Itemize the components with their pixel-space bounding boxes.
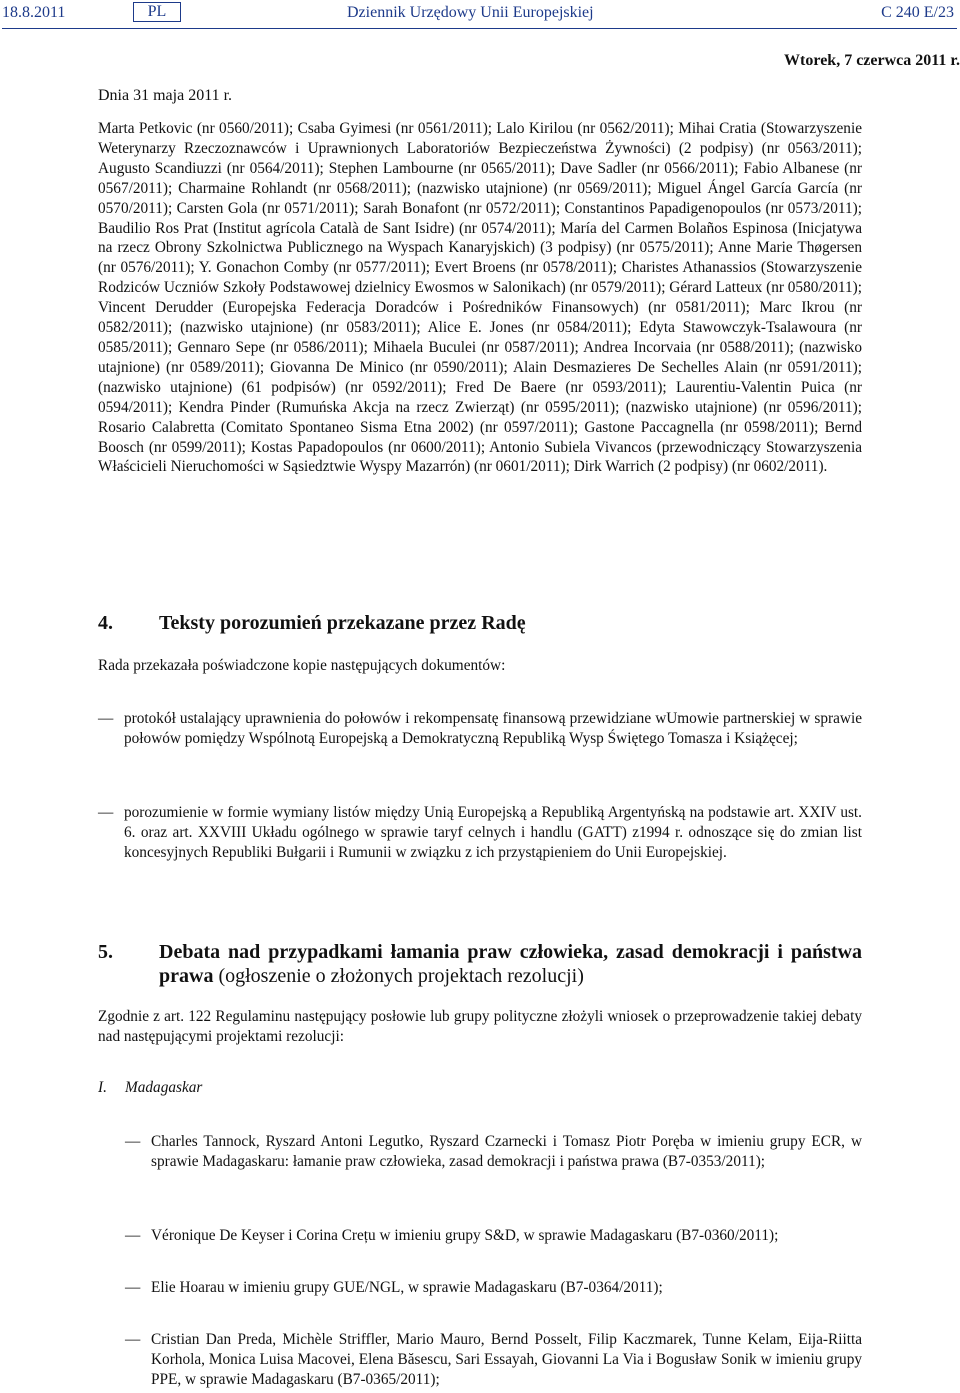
section-number: 5. bbox=[98, 941, 113, 963]
subsection-title: Madagaskar bbox=[125, 1079, 203, 1096]
list-item-text: protokół ustalający uprawnienia do połowów i rekompensatę finansową przewidziane wUmowie partnerskiej w sprawie połowów pomiędzy Wspólnotą Europejską a Demokratyczną Republiką Wysp Świętego Tomasza i Książęcej; bbox=[124, 710, 862, 747]
list-item bbox=[98, 803, 862, 863]
section-5-intro: Zgodnie z art. 122 Regulaminu następujący posłowie lub grupy polityczne złożyli wniosek o przeprowadzenie takiej debaty nad następującymi projektami rezolucji: bbox=[98, 1008, 862, 1045]
list-item bbox=[125, 1278, 862, 1298]
dash-bullet: — bbox=[98, 710, 114, 727]
section-number: 4. bbox=[98, 612, 113, 634]
page-reference: C 240 E/23 bbox=[881, 4, 954, 21]
language-badge: PL bbox=[133, 2, 181, 22]
list-item-text: porozumienie w formie wymiany listów między Unią Europejską a Republiką Argentyńską na podstawie art. XXIV ust. 6. oraz art. XXVIII Układu ogólnego w sprawie taryf celnych i handlu (GATT) z1994 r. odnoszące się do zmian list koncesyjnych Republiki Bułgarii i Rumunii w związku z ich przystąpieniem do Unii Europejskiej. bbox=[124, 804, 862, 861]
dash-bullet: — bbox=[125, 1279, 141, 1296]
header-divider bbox=[2, 28, 957, 29]
journal-title: Dziennik Urzędowy Unii Europejskiej bbox=[347, 4, 594, 21]
dash-bullet: — bbox=[125, 1331, 141, 1348]
section-title: Debata nad przypadkami łamania praw człowieka, zasad demokracji i państwa prawa bbox=[159, 941, 862, 987]
list-item-text: Cristian Dan Preda, Michèle Striffler, Mario Mauro, Bernd Posselt, Filip Kaczmarek, Tunne Kelam, Eija-Riitta Korhola, Monica Luisa Macovei, Elena Băsescu, Sari Essayah, Giovanni La Via i Bogusław Sonik w imieniu grupy PPE, w sprawie Madagaskaru (B7-0365/2011); bbox=[151, 1331, 862, 1388]
list-item-text: Elie Hoarau w imieniu grupy GUE/NGL, w sprawie Madagaskaru (B7-0364/2011); bbox=[151, 1279, 663, 1296]
session-day: Wtorek, 7 czerwca 2011 r. bbox=[784, 52, 960, 69]
journal-header bbox=[0, 2, 960, 24]
petitions-paragraph: Marta Petkovic (nr 0560/2011); Csaba Gyimesi (nr 0561/2011); Lalo Kirilou (nr 0562/2011); Mihai Cratia (Stowarzyszenie Weterynarzy Rzeczoznawców i Uprawnionych Laboratoriów Bezpieczeństwa Żywności) (2 podpisy) (nr 0563/2011); Augusto Scandiuzzi (nr 0564/2011); Stephen Lambourne (nr 0565/2011); Dave Sadler (nr 0566/2011); Fabio Albanese (nr 0567/2011); Charmaine Rohlandt (nr 0568/2011); (nazwisko utajnione) (nr 0569/2011); Miguel Ángel García García (nr 0570/2011); Carsten Gola (nr 0571/2011); Sarah Bonafont (nr 0572/2011); Constantinos Papadigenopoulos (nr 0573/2011); Baudilio Ros Prat (Institut agrícola Català de Sant Isidre) (nr 0574/2011); María del Carmen Bolaños Espinosa (Inicjatywa na rzecz Obrony Szkolnictwa Publicznego na Wyspach Kanaryjskich) (3 podpisy) (nr 0575/2011); Anne Marie Thøgersen (nr 0576/2011); Y. Gonachon Comby (nr 0577/2011); Evert Broens (nr 0578/2011); Charistes Athanassios (Stowarzyszenie Rodziców Uczniów Szkoły Podstawowej dzielnicy Ewosmos w Salonikach) (nr 0579/2011); Gérard Latteux (nr 0580/2011); Vincent Derudder (Europejska Federacja Doradców i Pośredników Finansowych) (nr 0581/2011); Marc Ikrou (nr 0582/2011); (nazwisko utajnione) (nr 0583/2011); Alice E. Jones (nr 0584/2011); Edyta Stawowczyk-Tsalawoura (nr 0585/2011); Gennaro Sepe (nr 0586/2011); Mihaela Buculei (nr 0587/2011); Andrea Incorvaia (nr 0588/2011); (nazwisko utajnione) (nr 0589/2011); Giovanna De Minico (nr 0590/2011); Alain Desmazieres De Sechelles Alain (nr 0591/2011); (nazwisko utajnione) (61 podpisów) (nr 0592/2011); Fred De Baere (nr 0593/2011); Laurentiu-Valentin Puica (nr 0594/2011); Kendra Pinder (Rumuńska Akcja na rzecz Zwierząt) (nr 0595/2011); (nazwisko utajnione) (nr 0596/2011); Rosario Calabretta (Comitato Spontaneo Sisma Etna 2002) (nr 0597/2011); Gastone Paccagnella (nr 0598/2011); Bernd Boosch (nr 0599/2011); Kostas Papadopoulos (nr 0600/2011); Antonio Subiela Vivancos (przewodniczący Stowarzyszenia Właścicieli Nieruchomości w Sąsiedztwie Wyspy Mazarrón) (nr 0601/2011); Dirk Warrich (2 podpisy) (nr 0602/2011). bbox=[98, 120, 862, 476]
dash-bullet: — bbox=[98, 804, 114, 821]
section-title-note: (ogłoszenie o złożonych projektach rezolucji) bbox=[213, 965, 584, 987]
dash-bullet: — bbox=[125, 1133, 141, 1150]
list-item-text: Charles Tannock, Ryszard Antoni Legutko, Ryszard Czarnecki i Tomasz Piotr Poręba w imieniu grupy ECR, w sprawie Madagaskaru: łamanie praw człowieka, zasad demokracji i państwa prawa (B7-0353/2011); bbox=[151, 1133, 862, 1170]
dash-bullet: — bbox=[125, 1227, 141, 1244]
list-item-text: Véronique De Keyser i Corina Crețu w imieniu grupy S&D, w sprawie Madagaskaru (B7-0360/2011); bbox=[151, 1227, 779, 1244]
section-5-heading bbox=[98, 940, 862, 988]
list-item bbox=[125, 1330, 862, 1390]
list-item bbox=[98, 709, 862, 749]
subsection-heading bbox=[98, 1079, 202, 1097]
section-title: Teksty porozumień przekazane przez Radę bbox=[159, 612, 526, 634]
list-item bbox=[125, 1226, 862, 1246]
publication-date: 18.8.2011 bbox=[2, 4, 66, 21]
list-item bbox=[125, 1132, 862, 1172]
subsection-number: I. bbox=[98, 1079, 107, 1096]
section-4-heading bbox=[98, 612, 526, 635]
date-line: Dnia 31 maja 2011 r. bbox=[98, 87, 233, 104]
section-4-intro: Rada przekazała poświadczone kopie następujących dokumentów: bbox=[98, 657, 506, 674]
